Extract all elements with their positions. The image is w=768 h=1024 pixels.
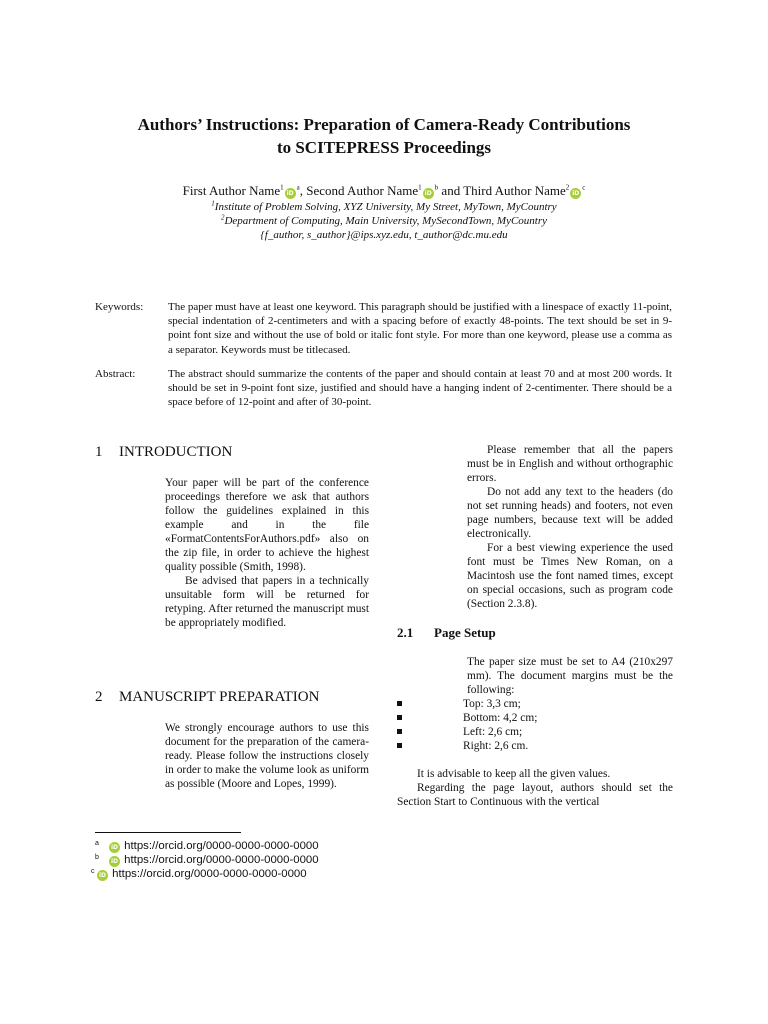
list-item: Top: 3,3 cm;	[397, 697, 537, 711]
affiliation-2-mark: 2	[220, 213, 225, 222]
list-item: Left: 2,6 cm;	[397, 725, 537, 739]
paper-title-line2: to SCITEPRESS Proceedings	[276, 138, 492, 157]
footnote-mark: a	[95, 840, 99, 847]
orcid-icon[interactable]: iD	[424, 190, 432, 197]
footnote-url[interactable]: https://orcid.org/0000-0000-0000-0000	[112, 868, 307, 880]
paragraph: For a best viewing experience the used font must be Times New Roman, on a Macintosh use the font named times, except on special occasions, such as program code (Section 2.3.8).	[467, 542, 673, 610]
paragraph: Regarding the page layout, authors should set the Section Start to Continuous with the vertical	[397, 782, 673, 808]
paragraph: Please remember that all the papers must be in English and without orthographic errors.	[467, 444, 673, 484]
section-2-title: MANUSCRIPT PREPARATION	[119, 689, 320, 705]
author-list	[60, 182, 708, 199]
footnote-separator	[95, 832, 241, 833]
affiliation-1-mark: 1	[211, 199, 215, 208]
paragraph: Your paper will be part of the conference proceedings therefore we ask that authors follow the guidelines explained in this example and in the file «FormatContentsForAuthors.pdf» also on the zip file, in order to achieve the highest quality possible (Smith, 1998).	[165, 477, 369, 573]
author-second-affil: 1	[418, 183, 422, 192]
keywords-text: The paper must have at least one keyword. This paragraph should be justified with a linespace of exactly 11-point, special indentation of 2-centimeters and with a spacing before of exactly 48-points. The text should be set in 9-point font size and without the use of bold or italic font style. For more than one keyword, please use a comma as a separator. Keywords must be titlecased.	[168, 301, 672, 356]
author-second: , Second Author Name	[299, 183, 419, 198]
author-third-affil: 2	[565, 183, 570, 192]
section-2-body	[165, 721, 369, 791]
section-1-title: INTRODUCTION	[119, 444, 233, 460]
author-third: and Third Author Name	[438, 183, 566, 198]
author-first: First Author Name	[182, 183, 281, 198]
orcid-icon: iD	[98, 872, 107, 879]
footnote-c	[91, 865, 307, 881]
orcid-icon: iD	[110, 858, 119, 865]
paragraph: Be advised that papers in a technically unsuitable form will be returned for retyping. After returned the manuscript must be appropriately modified.	[165, 575, 369, 629]
author-first-note: a	[296, 183, 300, 192]
paragraph: The paper size must be set to A4 (210x297 mm). The document margins must be the following:	[467, 656, 673, 696]
section-2-1-heading	[397, 625, 496, 641]
author-first-affil: 1	[280, 183, 284, 192]
abstract-text: The abstract should summarize the contents of the paper and should contain at least 70 and at most 200 words. It should be set in 9-point font size, justified and should have a hanging indent of 2-centimenter. There should be a space before of 12-point and after of 30-point.	[168, 368, 672, 409]
page-setup-body	[397, 767, 673, 809]
author-second-note: b	[434, 183, 439, 192]
paragraph: It is advisable to keep all the given values.	[417, 768, 611, 780]
section-1-heading	[95, 444, 232, 461]
paper-title-line1: Authors’ Instructions: Preparation of Camera-Ready Contributions	[137, 115, 631, 134]
footnote-mark: c	[91, 868, 95, 875]
section-2-heading	[95, 689, 319, 706]
author-third-note: c	[582, 183, 586, 192]
affiliation-2-text: Department of Computing, Main University, MySecondTown, MyCountry	[224, 215, 548, 227]
section-2-number: 2	[95, 689, 103, 705]
section-1-number: 1	[95, 444, 103, 460]
list-item: Bottom: 4,2 cm;	[397, 711, 537, 725]
paragraph: We strongly encourage authors to use this document for the preparation of the camera-ready. Please follow the instructions closely in order to make the volume look as uniform as possible (Moore and Lopes, 1999).	[165, 722, 369, 790]
margins-list	[397, 697, 537, 753]
footnote-url[interactable]: https://orcid.org/0000-0000-0000-0000	[124, 840, 319, 852]
footnote-url[interactable]: https://orcid.org/0000-0000-0000-0000	[124, 854, 319, 866]
paper-title	[60, 113, 708, 159]
section-2-1-number: 2.1	[397, 625, 414, 640]
orcid-icon[interactable]: iD	[572, 190, 580, 197]
right-column-intro	[467, 443, 673, 611]
affiliation-2	[60, 214, 708, 228]
affiliation-1	[60, 200, 708, 214]
footnote-mark: b	[95, 854, 99, 861]
abstract-label: Abstract:	[95, 368, 136, 380]
orcid-icon: iD	[110, 844, 119, 851]
page-setup-intro	[467, 655, 673, 697]
list-item: Right: 2,6 cm.	[397, 739, 537, 753]
section-1-body	[165, 476, 369, 630]
orcid-icon[interactable]: iD	[286, 190, 294, 197]
author-emails: {f_author, s_author}@ips.xyz.edu, t_author@dc.mu.edu	[260, 229, 508, 241]
paragraph: Do not add any text to the headers (do not set running heads) and footers, not even page numbers, because text will be added electronically.	[467, 486, 673, 540]
section-2-1-title: Page Setup	[434, 625, 496, 640]
affiliation-1-text: Institute of Problem Solving, XYZ University, My Street, MyTown, MyCountry	[214, 201, 557, 213]
keywords-label: Keywords:	[95, 301, 144, 313]
